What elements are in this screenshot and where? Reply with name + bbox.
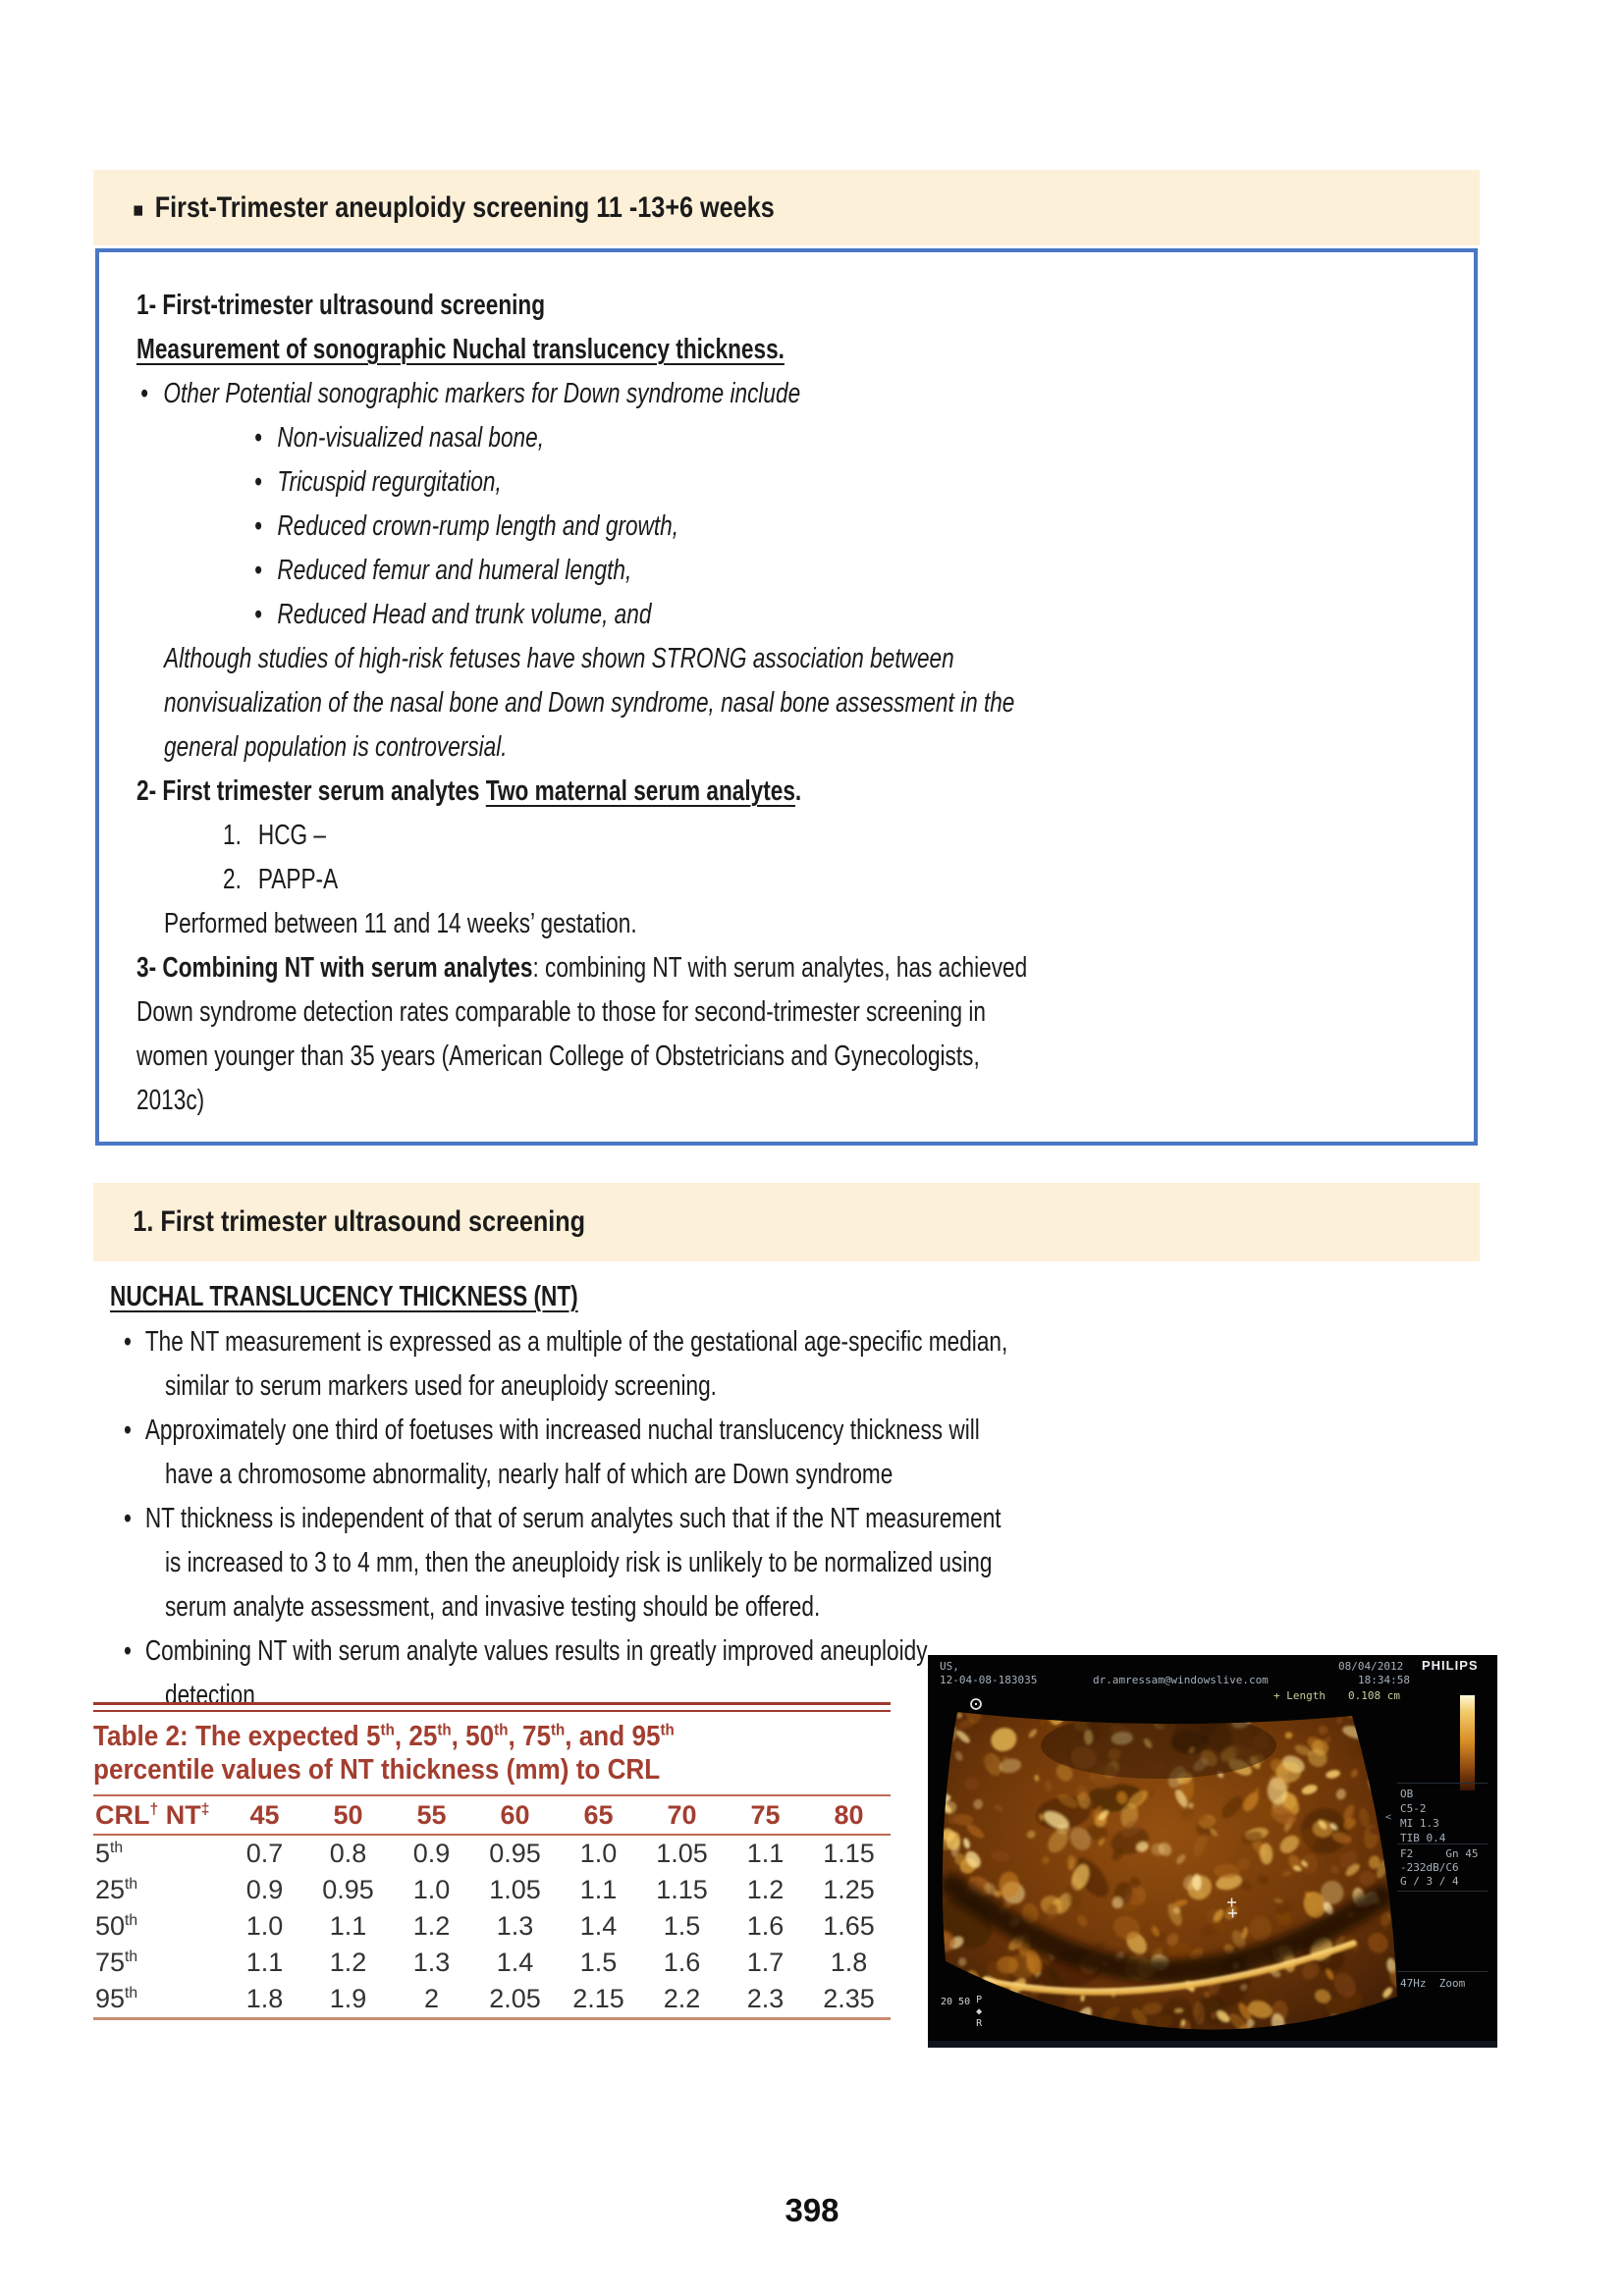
panel-divider bbox=[1397, 1971, 1488, 1972]
box-heading-3: 2- First trimester serum analytes Two maternal serum analytes. bbox=[136, 775, 802, 807]
table-header-row bbox=[93, 1796, 891, 1834]
us-settings-group-2 bbox=[1400, 1847, 1478, 1889]
bullet-text: Combining NT with serum analyte values results in greatly improved aneuploidy bbox=[144, 1635, 928, 1667]
row-label: 50th bbox=[95, 1911, 138, 1941]
sub-bullet-list bbox=[136, 416, 1448, 637]
orientation-diamond-icon: ◆ bbox=[976, 2006, 983, 2017]
us-settings-group-1 bbox=[1400, 1787, 1445, 1845]
bullet-icon: • bbox=[124, 1415, 132, 1446]
table-cell: 1.1 bbox=[746, 1839, 785, 1868]
table-cell: 1.6 bbox=[746, 1911, 785, 1941]
note-paragraph bbox=[136, 637, 1448, 770]
table-cell: 2.35 bbox=[823, 1984, 875, 2013]
table-bottom-rule bbox=[93, 2017, 891, 2020]
bullet-cont-line bbox=[110, 1454, 1257, 1498]
bullet-item bbox=[110, 1321, 1257, 1365]
table-cell: 0.9 bbox=[412, 1839, 451, 1868]
bullet-text: Approximately one third of foetuses with increased nuchal translucency thickness will bbox=[144, 1415, 980, 1446]
summary-box bbox=[95, 248, 1478, 1146]
bullet-text: The NT measurement is expressed as a multiple of the gestational age-specific median, bbox=[144, 1326, 1008, 1358]
table-cell: 1.1 bbox=[329, 1911, 367, 1941]
numbered-item-text: HCG – bbox=[257, 820, 327, 851]
us-setting-line: F2 Gn 45 bbox=[1400, 1847, 1479, 1860]
bullet-icon: • bbox=[124, 1326, 132, 1358]
column-header: 50 bbox=[333, 1799, 363, 1830]
row-label: 25th bbox=[95, 1875, 138, 1904]
table-cell: 1.2 bbox=[329, 1948, 367, 1977]
depth-gain-values: 20 50 bbox=[941, 1997, 971, 2007]
bullet-text: have a chromosome abnormality, nearly half of which are Down syndrome bbox=[165, 1459, 893, 1490]
numbered-item bbox=[136, 858, 1448, 902]
marker-posterior: P bbox=[976, 1995, 983, 2005]
sub-bullet-item bbox=[136, 416, 1448, 460]
panel-divider bbox=[1397, 1843, 1488, 1844]
orientation-markers bbox=[941, 1983, 982, 2042]
table-cell: 0.8 bbox=[329, 1839, 367, 1868]
table-row bbox=[93, 1945, 891, 1981]
sub-bullet-text: Tricuspid regurgitation, bbox=[277, 466, 502, 498]
numbered-list bbox=[136, 814, 1448, 902]
bullet-icon: • bbox=[124, 1503, 132, 1534]
column-header: 75 bbox=[750, 1799, 781, 1830]
bullet-icon: • bbox=[140, 378, 148, 409]
panel-divider bbox=[1397, 1891, 1488, 1892]
column-header: 65 bbox=[583, 1799, 614, 1830]
table-cell: 1.15 bbox=[823, 1839, 875, 1868]
table-cell: 2.05 bbox=[489, 1984, 541, 2013]
sub-bullet-text: Reduced crown-rump length and growth, bbox=[277, 510, 679, 542]
section-header-1 bbox=[93, 191, 775, 225]
numbered-item-text: PAPP-A bbox=[257, 864, 339, 895]
table-cell: 1.0 bbox=[245, 1911, 284, 1941]
us-setting-line: C5-2 bbox=[1400, 1802, 1427, 1815]
paragraph-line: Down syndrome detection rates comparable to those for second-trimester screening in bbox=[136, 996, 987, 1028]
philips-logo: PHILIPS bbox=[1422, 1658, 1479, 1673]
table-cell: 2 bbox=[423, 1984, 440, 2013]
list-number: 2. bbox=[223, 864, 242, 895]
page-number: 398 bbox=[785, 2192, 839, 2228]
table-cell: 1.6 bbox=[663, 1948, 701, 1977]
table-title-line1: Table 2: The expected 5th, 25th, 50th, 75th, and 95th bbox=[93, 1720, 675, 1752]
sub-bullet-text: Non-visualized nasal bone, bbox=[277, 422, 545, 454]
table-cell: 1.3 bbox=[496, 1911, 534, 1941]
table-cell: 0.95 bbox=[489, 1839, 541, 1868]
table-cell: 2.15 bbox=[572, 1984, 624, 2013]
bullet-text: is increased to 3 to 4 mm, then the aneuploidy risk is unlikely to be normalized using bbox=[165, 1547, 993, 1578]
sub-bullet-text: Reduced femur and humeral length, bbox=[277, 555, 632, 586]
box-heading-1: 1- First-trimester ultrasound screening bbox=[136, 290, 546, 321]
ultrasound-image bbox=[928, 1655, 1497, 2048]
paragraph-line: women younger than 35 years (American College of Obstetricians and Gynecologists, bbox=[136, 1041, 980, 1072]
table-cell: 0.9 bbox=[245, 1875, 284, 1904]
bullet-icon: • bbox=[254, 555, 262, 586]
bullet-icon: • bbox=[254, 422, 262, 454]
table-cell: 1.0 bbox=[579, 1839, 618, 1868]
bullet-item bbox=[110, 1498, 1257, 1542]
bullet-icon: • bbox=[254, 466, 262, 498]
us-time: 18:34:58 bbox=[1358, 1674, 1410, 1686]
table-row bbox=[93, 1981, 891, 2017]
us-setting-line: MI 1.3 bbox=[1400, 1817, 1439, 1830]
table-cell: 1.5 bbox=[579, 1948, 618, 1977]
bullet-cont-line bbox=[110, 1365, 1257, 1410]
us-colorbar bbox=[1460, 1695, 1475, 1790]
table-title bbox=[93, 1712, 891, 1794]
row-label: 75th bbox=[95, 1948, 138, 1977]
square-bullet-icon: ■ bbox=[133, 198, 143, 222]
bullet-cont-line bbox=[110, 1586, 1257, 1630]
table-cell: 1.1 bbox=[245, 1948, 284, 1977]
performed-line: Performed between 11 and 14 weeks’ gestation. bbox=[164, 908, 637, 939]
table-cell: 1.5 bbox=[663, 1911, 701, 1941]
us-setting-line: TIB 0.4 bbox=[1400, 1832, 1446, 1844]
bullet-text: Other Potential sonographic markers for Down syndrome include bbox=[163, 378, 801, 409]
sub-bullet-item bbox=[136, 593, 1448, 637]
bullet-cont-line bbox=[110, 1542, 1257, 1586]
section-header-bar-1 bbox=[93, 170, 1480, 245]
table-cell: 1.05 bbox=[489, 1875, 541, 1904]
table-cell: 1.05 bbox=[656, 1839, 708, 1868]
us-setting-line: OB bbox=[1400, 1788, 1414, 1800]
table-corner-label: CRL† NT‡ bbox=[95, 1799, 210, 1830]
probe-orientation-dot bbox=[975, 1703, 977, 1705]
table-cell: 1.25 bbox=[823, 1875, 875, 1904]
marker-right: R bbox=[976, 2018, 983, 2029]
row-label: 95th bbox=[95, 1984, 138, 2013]
table-cell: 1.8 bbox=[245, 1984, 284, 2013]
column-header: 60 bbox=[500, 1799, 530, 1830]
table-cell: 1.4 bbox=[496, 1948, 534, 1977]
bullet-item bbox=[136, 372, 1448, 416]
section-header-2: 1. First trimester ultrasound screening bbox=[133, 1205, 586, 1238]
row-label: 5th bbox=[95, 1839, 124, 1868]
us-zoom-label: 47Hz Zoom bbox=[1400, 1977, 1466, 1990]
note-line: Although studies of high-risk fetuses have shown STRONG association between bbox=[164, 643, 954, 674]
us-study-id: 12-04-08-183035 bbox=[940, 1674, 1038, 1686]
table-cell: 1.1 bbox=[579, 1875, 618, 1904]
table-cell: 1.0 bbox=[412, 1875, 451, 1904]
note-line: nonvisualization of the nasal bone and Down syndrome, nasal bone assessment in the bbox=[164, 687, 1015, 719]
us-modality-label: US, bbox=[940, 1660, 959, 1673]
bullet-text: similar to serum markers used for aneuploidy screening. bbox=[165, 1370, 717, 1402]
table-cell: 1.2 bbox=[746, 1875, 785, 1904]
bullet-icon: • bbox=[124, 1635, 132, 1667]
note-line: general population is controversial. bbox=[164, 731, 508, 763]
table-cell: 0.95 bbox=[322, 1875, 374, 1904]
table-body bbox=[93, 1836, 891, 2017]
table-cell: 1.9 bbox=[329, 1984, 367, 2013]
us-setting-line: -232dB/C6 bbox=[1400, 1861, 1459, 1874]
bullet-icon: • bbox=[254, 599, 262, 630]
table-cell: 1.15 bbox=[656, 1875, 708, 1904]
paragraph-line: 2013c) bbox=[136, 1085, 205, 1116]
sub-bullet-item bbox=[136, 460, 1448, 505]
sub-bullet-item bbox=[136, 505, 1448, 549]
box-heading-4: 3- Combining NT with serum analytes: combining NT with serum analytes, has achieved bbox=[136, 952, 1028, 984]
measurement-label: + Length bbox=[1273, 1689, 1326, 1702]
sub-bullet-text: Reduced Head and trunk volume, and bbox=[277, 599, 652, 630]
box-heading-2: Measurement of sonographic Nuchal translucency thickness. bbox=[136, 334, 785, 365]
us-operator-email: dr.amressam@windowslive.com bbox=[1093, 1674, 1269, 1686]
section-header-1-text: First-Trimester aneuploidy screening 11 -13+6 weeks bbox=[154, 190, 775, 224]
nt-heading: NUCHAL TRANSLUCENCY THICKNESS (NT) bbox=[110, 1281, 578, 1312]
numbered-item bbox=[136, 814, 1448, 858]
nt-section bbox=[110, 1276, 1257, 1719]
us-footer-strip bbox=[928, 2041, 1497, 2048]
column-header: 80 bbox=[834, 1799, 864, 1830]
table-cell: 1.8 bbox=[830, 1948, 868, 1977]
bullet-item bbox=[110, 1410, 1257, 1454]
table-cell: 1.7 bbox=[746, 1948, 785, 1977]
table-row bbox=[93, 1872, 891, 1908]
table-cell: 1.4 bbox=[579, 1911, 618, 1941]
sub-bullet-item bbox=[136, 549, 1448, 593]
nt-percentile-table bbox=[93, 1702, 891, 2020]
focus-marker-icon: < bbox=[1385, 1812, 1392, 1823]
column-header: 70 bbox=[667, 1799, 697, 1830]
table-top-rule bbox=[93, 1702, 891, 1712]
table-row bbox=[93, 1908, 891, 1945]
us-date: 08/04/2012 bbox=[1338, 1660, 1404, 1673]
bullet-text: detection bbox=[165, 1680, 255, 1711]
table-cell: 1.65 bbox=[823, 1911, 875, 1941]
table-cell: 1.2 bbox=[412, 1911, 451, 1941]
table-cell: 2.2 bbox=[663, 1984, 701, 2013]
section-header-bar-2 bbox=[93, 1183, 1480, 1261]
table-cell: 0.7 bbox=[245, 1839, 284, 1868]
table-cell: 2.3 bbox=[746, 1984, 785, 2013]
measurement-value: 0.108 cm bbox=[1348, 1689, 1400, 1702]
us-setting-line: G / 3 / 4 bbox=[1400, 1875, 1459, 1888]
bullet-icon: • bbox=[254, 510, 262, 542]
closing-paragraph bbox=[136, 990, 1448, 1123]
column-header: 55 bbox=[416, 1799, 447, 1830]
list-number: 1. bbox=[223, 820, 242, 851]
bullet-text: serum analyte assessment, and invasive testing should be offered. bbox=[165, 1591, 821, 1623]
table-title-line2: percentile values of NT thickness (mm) to CRL bbox=[93, 1754, 661, 1786]
table-cell: 1.3 bbox=[412, 1948, 451, 1977]
table-row bbox=[93, 1836, 891, 1872]
bullet-text: NT thickness is independent of that of serum analytes such that if the NT measurement bbox=[144, 1503, 1001, 1534]
column-header: 45 bbox=[249, 1799, 280, 1830]
panel-divider bbox=[1397, 1783, 1488, 1784]
